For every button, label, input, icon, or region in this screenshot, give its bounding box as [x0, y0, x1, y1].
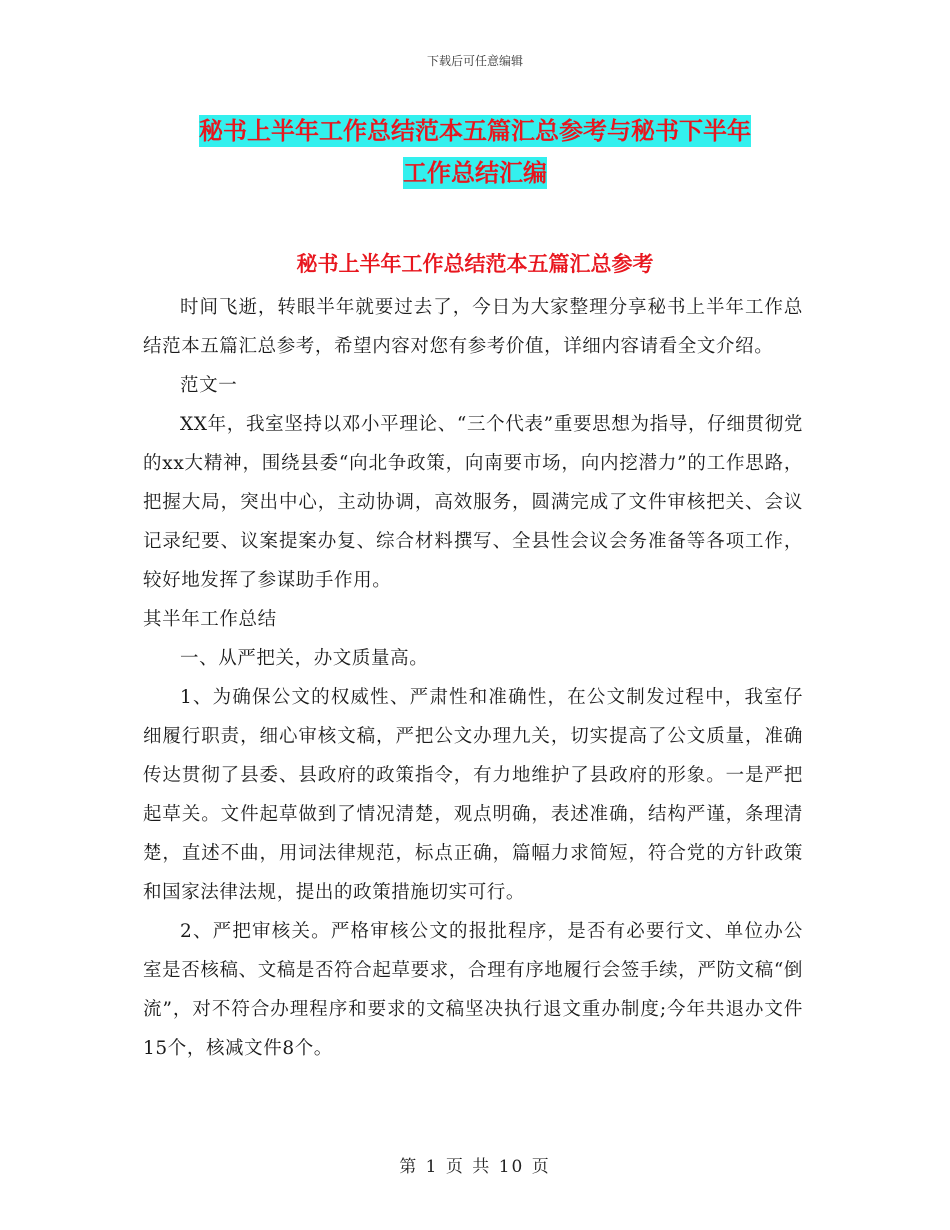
document-title [140, 110, 810, 194]
title-line-1: 秘书上半年工作总结范本五篇汇总参考与秘书下半年 [199, 117, 751, 145]
paragraph-sample-heading: 范文一 [180, 375, 238, 396]
paragraph-overview: XX年，我室坚持以邓小平理论、“三个代表”重要思想为指导，仔细贯彻党的xx大精神，围绕县委“向北争政策，向南要市场，向内挖潜力”的工作思路，把握大局，突出中心，主动协调，高效服务，圆满完成了文件审核把关、会议记录纪要、议案提案办复、综合材料撰写、全县性会议会务准备等各项工作，较好地发挥了参谋助手作用。 [143, 414, 803, 591]
section-title: 秘书上半年工作总结范本五篇汇总参考 [296, 252, 654, 276]
paragraph-section-one: 一、从严把关，办文质量高。 [180, 648, 429, 669]
document-body [143, 288, 803, 1068]
title-line-2: 工作总结汇编 [403, 159, 547, 187]
paragraph-intro: 时间飞逝，转眼半年就要过去了，今日为大家整理分享秘书上半年工作总结范本五篇汇总参考，希望内容对您有参考价值，详细内容请看全文介绍。 [143, 297, 803, 357]
paragraph-item-1: 1、为确保公文的权威性、严肃性和准确性，在公文制发过程中，我室仔细履行职责，细心审核文稿，严把公文办理九关，切实提高了公文质量，准确传达贯彻了县委、县政府的政策指令，有力地维护了县政府的形象。一是严把起草关。文件起草做到了情况清楚，观点明确，表述准确，结构严谨，条理清楚，直述不曲，用词法律规范，标点正确，篇幅力求简短，符合党的方针政策和国家法律法规，提出的政策措施切实可行。 [143, 687, 803, 903]
page-footer: 第 1 页 共 10 页 [399, 1157, 551, 1177]
paragraph-summary-label: 其半年工作总结 [143, 609, 277, 630]
header-note: 下载后可任意编辑 [426, 54, 523, 68]
paragraph-item-2: 2、严把审核关。严格审核公文的报批程序，是否有必要行文、单位办公室是否核稿、文稿是否符合起草要求，合理有序地履行会签手续，严防文稿“倒流”，对不符合办理程序和要求的文稿坚决执行退文重办制度;今年共退办文件15个，核减文件8个。 [143, 921, 803, 1059]
